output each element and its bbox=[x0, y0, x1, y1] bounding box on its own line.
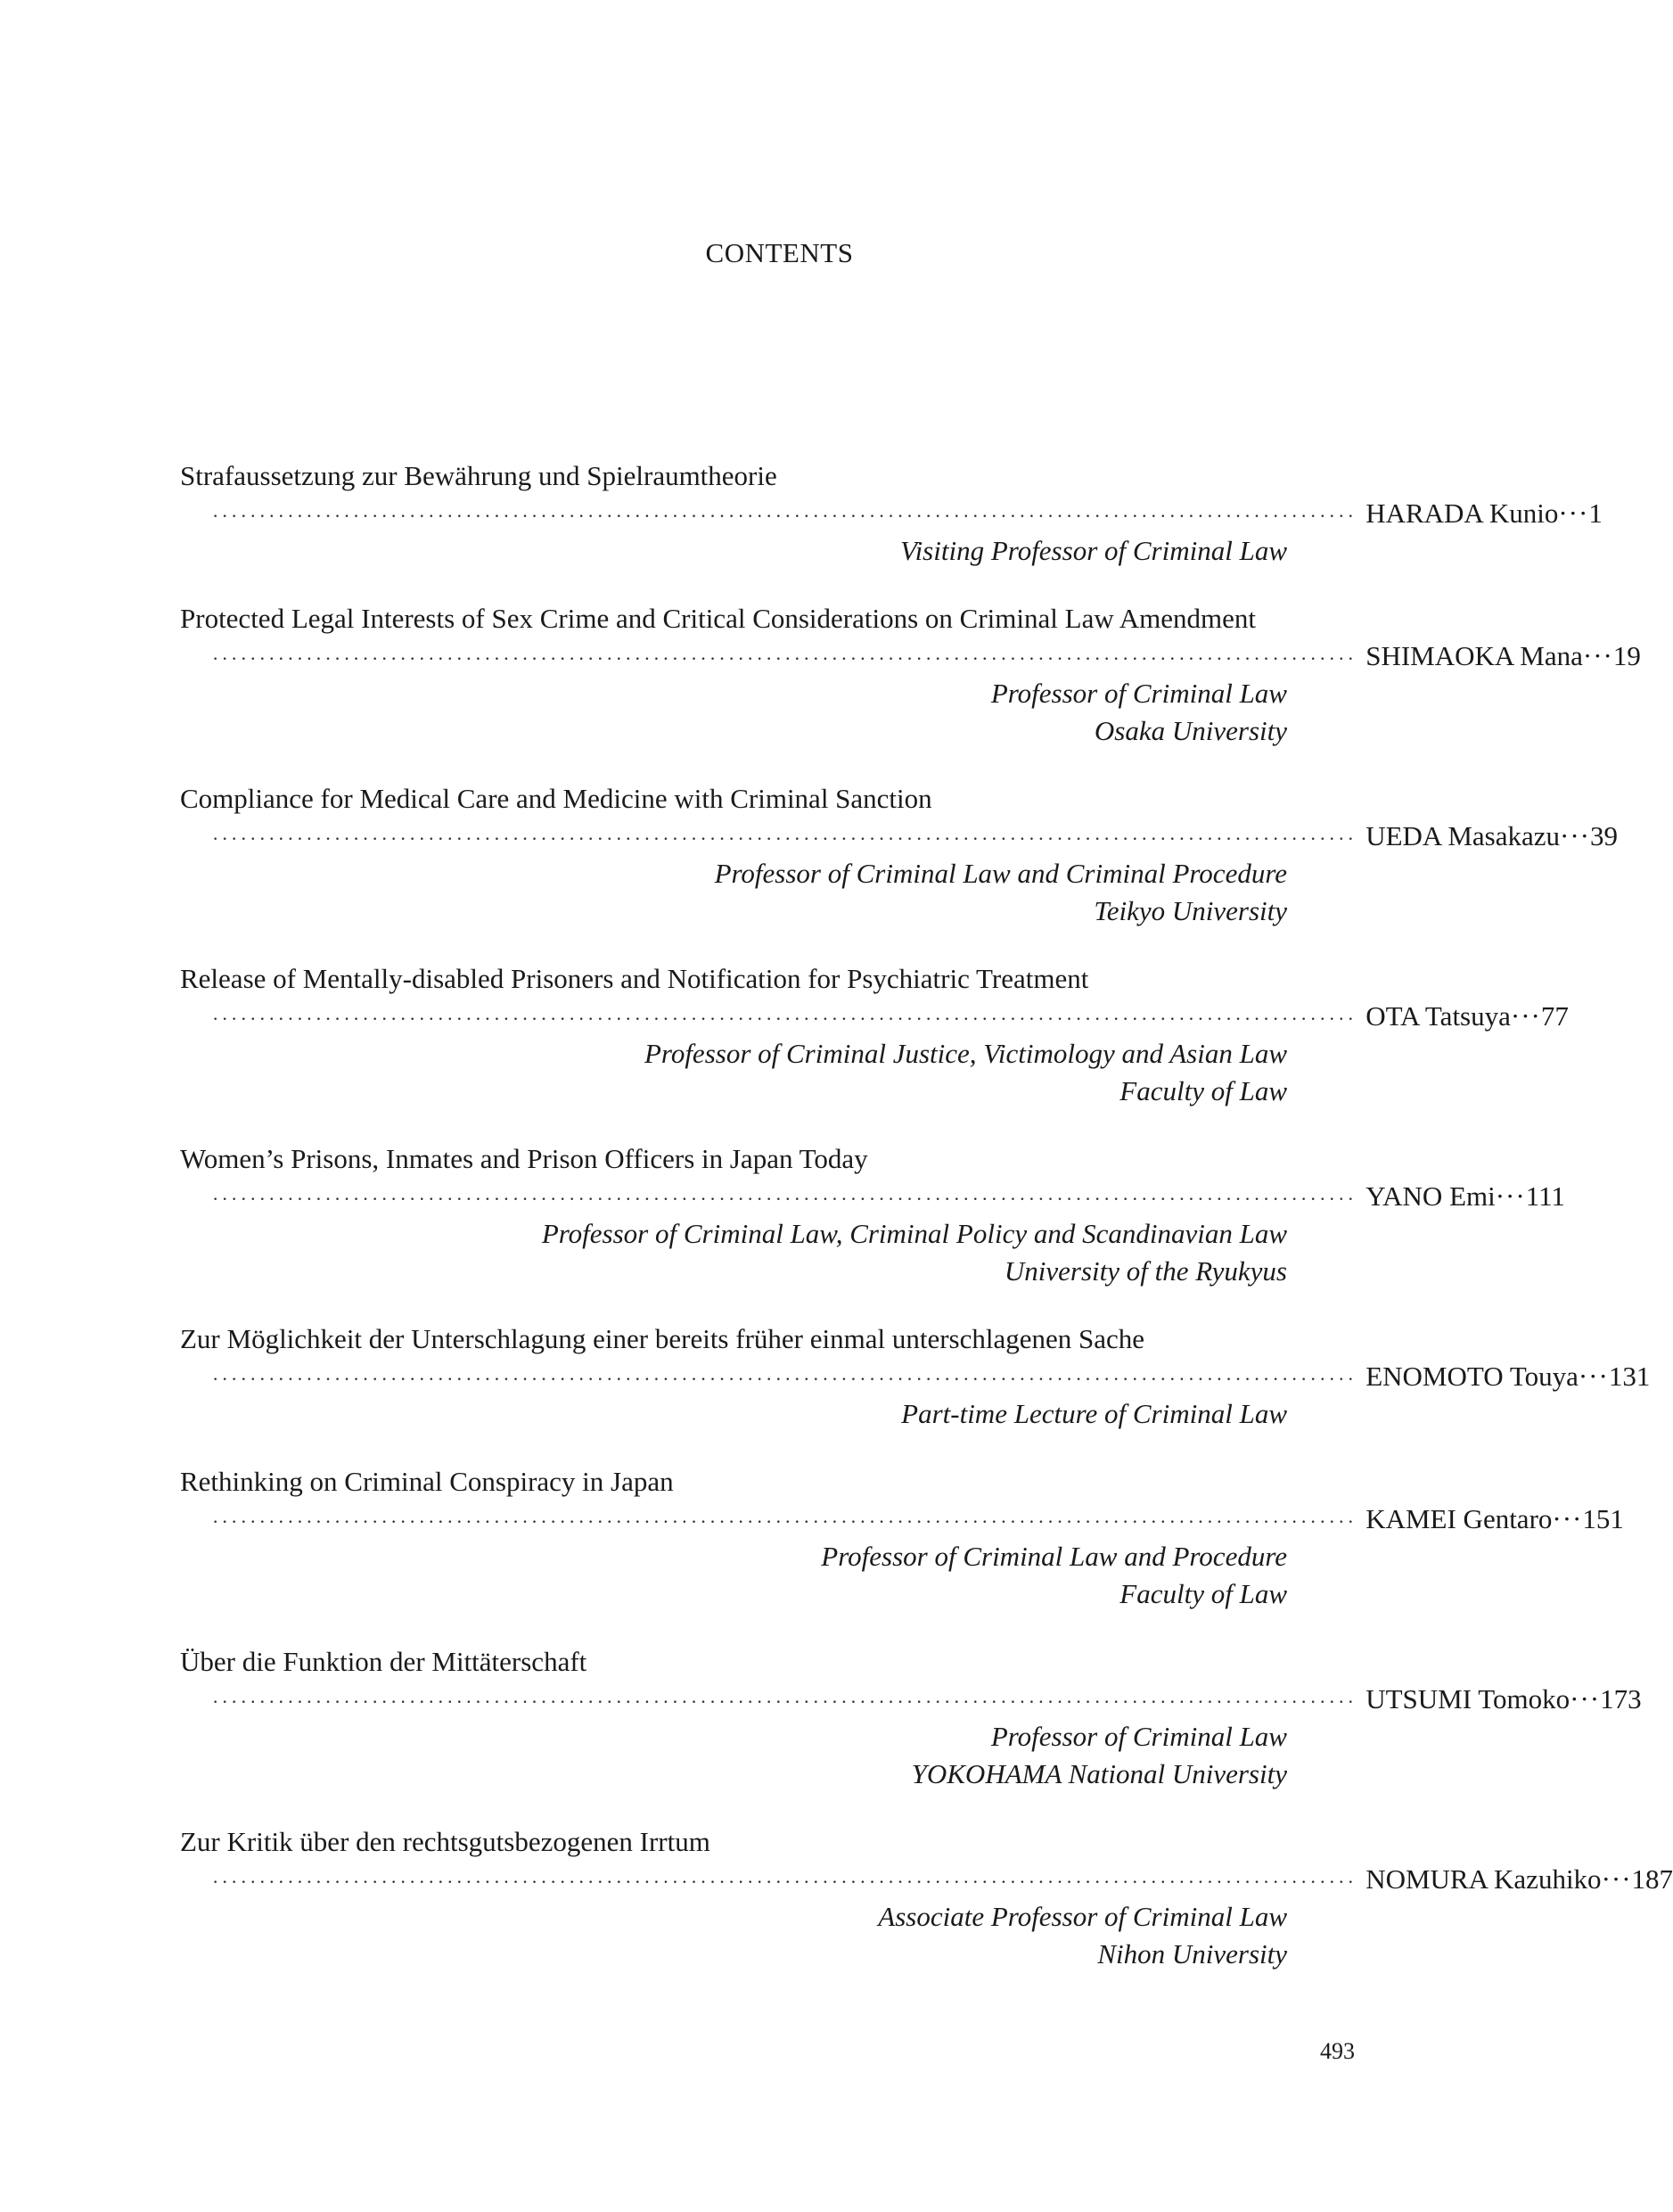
entry-affiliation: Teikyo University bbox=[1094, 895, 1287, 926]
author-ellipsis: ··· bbox=[1560, 820, 1590, 851]
author-ellipsis: ··· bbox=[1601, 1863, 1632, 1895]
entry-affiliation: Professor of Criminal Justice, Victimology and Asian Law bbox=[644, 1038, 1287, 1069]
leader-line bbox=[180, 1501, 1624, 1538]
entry-affiliation: Osaka University bbox=[1094, 715, 1287, 746]
author-ellipsis: ··· bbox=[1578, 1361, 1609, 1392]
page-heading: CONTENTS bbox=[705, 237, 854, 268]
entry-title: Release of Mentally-disabled Prisoners and Notification for Psychiatric Treatment bbox=[180, 963, 1089, 994]
entry-author: SHIMAOKA Mana bbox=[1365, 640, 1583, 671]
entry-affiliation: Faculty of Law bbox=[1119, 1578, 1287, 1609]
leader-dots: ·························································································································· bbox=[212, 827, 1357, 850]
entry-title: Über die Funktion der Mittäterschaft bbox=[180, 1646, 587, 1677]
toc-entry[interactable] bbox=[180, 457, 1603, 570]
page-number: 493 bbox=[1320, 2038, 1355, 2064]
entry-author: KAMEI Gentaro bbox=[1365, 1503, 1553, 1534]
table-of-contents bbox=[180, 457, 1673, 2003]
leader-dots: ·························································································································· bbox=[212, 1690, 1357, 1713]
author-ellipsis: ··· bbox=[1552, 1503, 1583, 1534]
leader-dots: ·························································································································· bbox=[212, 647, 1357, 670]
leader-dots: ·························································································································· bbox=[212, 1188, 1357, 1210]
leader-line bbox=[180, 1861, 1673, 1898]
author-ellipsis: ··· bbox=[1510, 1000, 1541, 1032]
leader-dots: ·························································································································· bbox=[212, 505, 1357, 527]
entry-title: Rethinking on Criminal Conspiracy in Japan bbox=[180, 1466, 674, 1497]
entry-affiliation: YOKOHAMA National University bbox=[911, 1758, 1287, 1789]
entry-page-number: 151 bbox=[1582, 1503, 1624, 1534]
leader-dots: ·························································································································· bbox=[212, 1007, 1357, 1030]
toc-entry[interactable] bbox=[180, 1643, 1642, 1793]
leader-line bbox=[180, 1681, 1642, 1718]
entry-affiliation: Nihon University bbox=[1097, 1938, 1287, 1969]
entry-page-number: 1 bbox=[1588, 497, 1603, 529]
entry-title: Strafaussetzung zur Bewährung und Spielraumtheorie bbox=[180, 460, 777, 491]
entry-title: Compliance for Medical Care and Medicine with Criminal Sanction bbox=[180, 783, 932, 814]
entry-affiliation: Associate Professor of Criminal Law bbox=[878, 1901, 1287, 1932]
leader-line bbox=[180, 1358, 1651, 1395]
leader-dots: ·························································································································· bbox=[212, 1368, 1357, 1390]
entry-author: HARADA Kunio bbox=[1365, 497, 1559, 529]
entry-affiliation: Visiting Professor of Criminal Law bbox=[899, 535, 1287, 566]
toc-entry[interactable] bbox=[180, 1140, 1565, 1290]
entry-affiliation: Professor of Criminal Law and Procedure bbox=[821, 1541, 1287, 1572]
author-ellipsis: ··· bbox=[1582, 640, 1613, 671]
entry-page-number: 19 bbox=[1612, 640, 1641, 671]
entry-affiliation: Part-time Lecture of Criminal Law bbox=[901, 1398, 1287, 1429]
entry-page-number: 111 bbox=[1525, 1180, 1565, 1212]
entry-page-number: 131 bbox=[1608, 1361, 1651, 1392]
leader-dots: ·························································································································· bbox=[212, 1510, 1357, 1533]
entry-affiliation: University of the Ryukyus bbox=[1004, 1255, 1287, 1287]
toc-entry[interactable] bbox=[180, 780, 1618, 930]
leader-line bbox=[180, 495, 1603, 532]
leader-line bbox=[180, 637, 1641, 675]
entry-title: Zur Möglichkeit der Unterschlagung einer bereits früher einmal unterschlagenen Sache bbox=[180, 1323, 1145, 1354]
entry-affiliation: Professor of Criminal Law and Criminal Procedure bbox=[714, 858, 1287, 889]
leader-line bbox=[180, 1178, 1565, 1215]
toc-entry[interactable] bbox=[180, 1463, 1624, 1613]
entry-page-number: 187 bbox=[1631, 1863, 1673, 1895]
entry-page-number: 173 bbox=[1600, 1683, 1642, 1715]
leader-line bbox=[180, 818, 1618, 855]
entry-title: Women’s Prisons, Inmates and Prison Officers in Japan Today bbox=[180, 1143, 868, 1174]
entry-affiliation: Faculty of Law bbox=[1119, 1075, 1287, 1106]
leader-dots: ·························································································································· bbox=[212, 1871, 1357, 1893]
entry-title: Zur Kritik über den rechtsgutsbezogenen Irrtum bbox=[180, 1826, 710, 1857]
entry-author: UEDA Masakazu bbox=[1365, 820, 1561, 851]
toc-entry[interactable] bbox=[180, 1320, 1651, 1433]
entry-author: OTA Tatsuya bbox=[1365, 1000, 1511, 1032]
toc-entry[interactable] bbox=[180, 600, 1641, 750]
author-ellipsis: ··· bbox=[1495, 1180, 1526, 1212]
leader-line bbox=[180, 998, 1569, 1035]
toc-entry[interactable] bbox=[180, 960, 1569, 1110]
entry-title: Protected Legal Interests of Sex Crime and Critical Considerations on Criminal Law Amendment bbox=[180, 603, 1257, 634]
entry-affiliation: Professor of Criminal Law bbox=[990, 1721, 1287, 1752]
author-ellipsis: ··· bbox=[1570, 1683, 1601, 1715]
entry-page-number: 39 bbox=[1590, 820, 1618, 851]
entry-author: UTSUMI Tomoko bbox=[1365, 1683, 1570, 1715]
entry-author: ENOMOTO Touya bbox=[1365, 1361, 1579, 1392]
entry-affiliation: Professor of Criminal Law bbox=[990, 678, 1287, 709]
entry-affiliation: Professor of Criminal Law, Criminal Policy and Scandinavian Law bbox=[541, 1218, 1287, 1249]
toc-entry[interactable] bbox=[180, 1823, 1673, 1973]
entry-author: YANO Emi bbox=[1365, 1180, 1496, 1212]
entry-author: NOMURA Kazuhiko bbox=[1365, 1863, 1602, 1895]
entry-page-number: 77 bbox=[1540, 1000, 1569, 1032]
author-ellipsis: ··· bbox=[1558, 497, 1589, 529]
